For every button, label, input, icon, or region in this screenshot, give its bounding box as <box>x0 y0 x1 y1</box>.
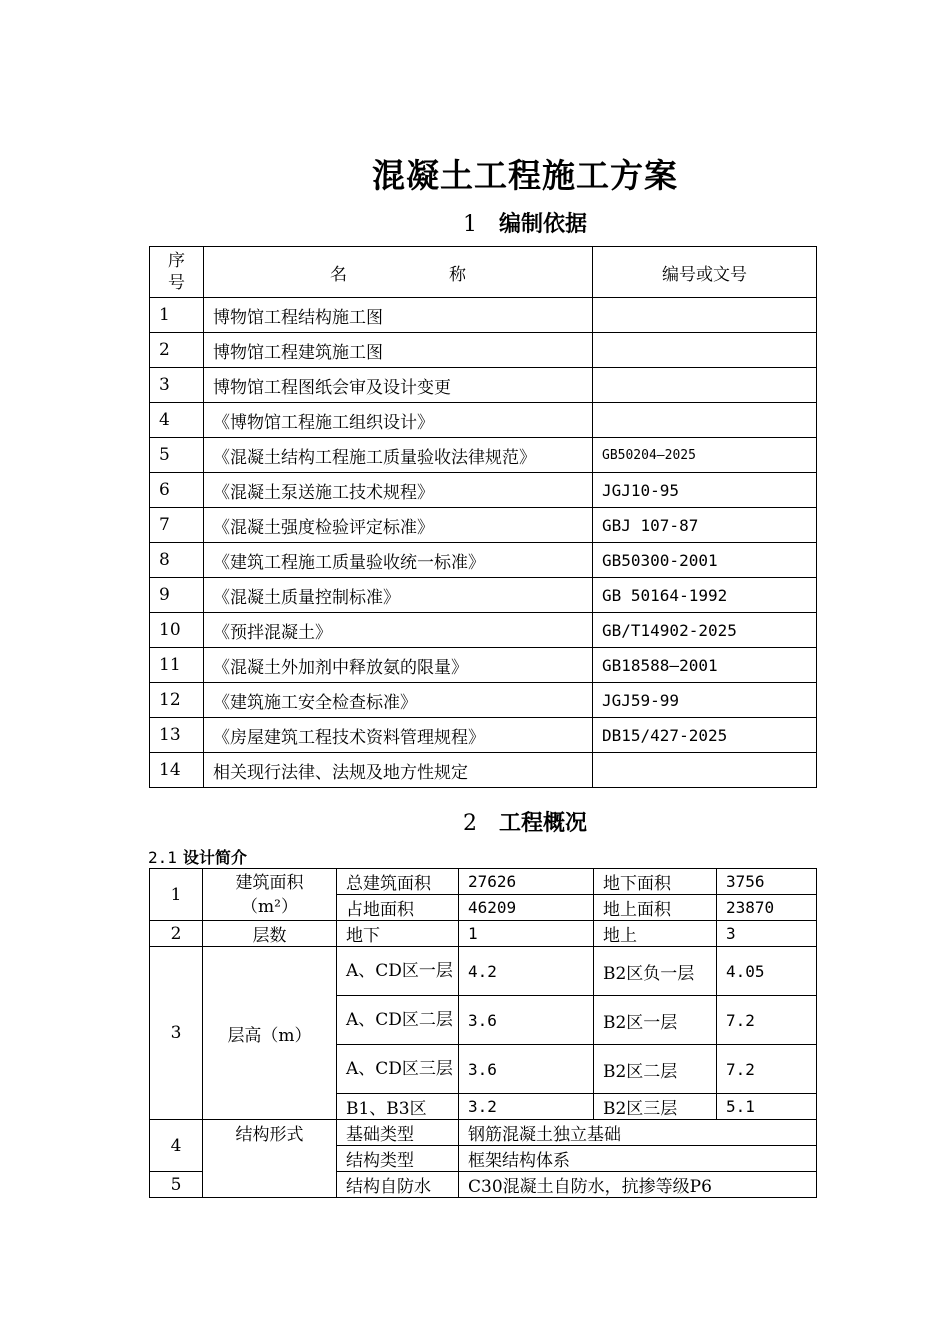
cell-value: 钢筋混凝土独立基础 <box>459 1120 817 1146</box>
document-code <box>593 368 817 403</box>
table-row <box>150 543 817 578</box>
section-1-title: 编制依据 <box>498 211 587 237</box>
cell-label: A、CD区二层 <box>337 996 459 1045</box>
document-code: GB/T14902-2025 <box>593 613 817 648</box>
table-row <box>150 869 817 895</box>
table-row <box>150 753 817 788</box>
row-number: 6 <box>150 473 204 508</box>
table-row <box>150 298 817 333</box>
cell-label: B2区二层 <box>594 1045 717 1094</box>
row-1-no: 1 <box>150 869 203 921</box>
header-seq: 序 号 <box>150 247 204 298</box>
cell-value: 7.2 <box>717 1045 817 1094</box>
basis-table <box>149 246 817 788</box>
section-2-number: 2 <box>462 811 477 836</box>
row-4-no: 4 <box>150 1120 203 1172</box>
table-row <box>150 613 817 648</box>
document-name: 博物馆工程图纸会审及设计变更 <box>204 368 593 403</box>
cell-value: 3.6 <box>459 1045 594 1094</box>
row-number: 14 <box>150 753 204 788</box>
table-row <box>150 333 817 368</box>
cell-value: 3 <box>717 921 817 947</box>
table-row <box>150 947 817 996</box>
section-2-title: 工程概况 <box>498 810 587 836</box>
row-number: 9 <box>150 578 204 613</box>
cell-value: 1 <box>459 921 594 947</box>
cell-label: 地下 <box>337 921 459 947</box>
floors-label: 层数 <box>203 921 337 947</box>
document-name: 《混凝土泵送施工技术规程》 <box>204 473 593 508</box>
document-code: GBJ 107-87 <box>593 508 817 543</box>
cell-label: B2区三层 <box>594 1094 717 1120</box>
document-title: 混凝土工程施工方案 <box>372 156 678 195</box>
cell-value: 7.2 <box>717 996 817 1045</box>
cell-label: A、CD区三层 <box>337 1045 459 1094</box>
table-row <box>150 438 817 473</box>
table-row <box>150 473 817 508</box>
row-number: 1 <box>150 298 204 333</box>
cell-value: 4.05 <box>717 947 817 996</box>
row-3-no: 3 <box>150 947 203 1120</box>
document-code <box>593 403 817 438</box>
cell-value: 4.2 <box>459 947 594 996</box>
document-code: GB18588—2001 <box>593 648 817 683</box>
row-number: 8 <box>150 543 204 578</box>
cell-value: 23870 <box>717 895 817 921</box>
table-row <box>150 921 817 947</box>
section-2-heading <box>0 806 950 837</box>
cell-value: 27626 <box>459 869 594 895</box>
table-row <box>150 648 817 683</box>
header-code: 编号或文号 <box>593 247 817 298</box>
cell-value: 3756 <box>717 869 817 895</box>
cell-label: 基础类型 <box>337 1120 459 1146</box>
height-label: 层高（m） <box>203 947 337 1120</box>
row-5-no: 5 <box>150 1172 203 1198</box>
cell-label: 地上面积 <box>594 895 717 921</box>
cell-value: 46209 <box>459 895 594 921</box>
structure-label: 结构形式 <box>203 1120 337 1198</box>
document-code <box>593 298 817 333</box>
cell-value: 3.6 <box>459 996 594 1045</box>
cell-label: 结构类型 <box>337 1146 459 1172</box>
section-1-number: 1 <box>462 212 477 237</box>
table-row <box>150 368 817 403</box>
area-label: 建筑面积 （m²） <box>203 869 337 921</box>
cell-label: 占地面积 <box>337 895 459 921</box>
cell-label: B2区负一层 <box>594 947 717 996</box>
cell-label: B1、B3区 <box>337 1094 459 1120</box>
cell-label: 地上 <box>594 921 717 947</box>
row-2-no: 2 <box>150 921 203 947</box>
row-number: 11 <box>150 648 204 683</box>
design-summary-table <box>149 868 817 1198</box>
basis-table-header <box>150 247 817 298</box>
cell-label: A、CD区一层 <box>337 947 459 996</box>
document-code: GB 50164-1992 <box>593 578 817 613</box>
cell-value: 3.2 <box>459 1094 594 1120</box>
document-name: 相关现行法律、法规及地方性规定 <box>204 753 593 788</box>
cell-label: 地下面积 <box>594 869 717 895</box>
document-name: 《混凝土结构工程施工质量验收法律规范》 <box>204 438 593 473</box>
subsection-2-1-title: 设计简介 <box>182 848 247 867</box>
table-row <box>150 683 817 718</box>
document-code: DB15/427-2025 <box>593 718 817 753</box>
document-name: 《混凝土强度检验评定标准》 <box>204 508 593 543</box>
document-code <box>593 333 817 368</box>
row-number: 4 <box>150 403 204 438</box>
document-name: 《建筑施工安全检查标准》 <box>204 683 593 718</box>
cell-value: 框架结构体系 <box>459 1146 817 1172</box>
document-name: 博物馆工程结构施工图 <box>204 298 593 333</box>
cell-value: C30混凝土自防水，抗掺等级P6 <box>459 1172 817 1198</box>
cell-label: B2区一层 <box>594 996 717 1045</box>
document-name: 《房屋建筑工程技术资料管理规程》 <box>204 718 593 753</box>
document-code: GB50204—2025 <box>593 438 817 473</box>
document-name: 《混凝土质量控制标准》 <box>204 578 593 613</box>
document-name: 《建筑工程施工质量验收统一标准》 <box>204 543 593 578</box>
header-name: 名 称 <box>204 247 593 298</box>
table-row <box>150 508 817 543</box>
document-code <box>593 753 817 788</box>
document-code: GB50300-2001 <box>593 543 817 578</box>
cell-label: 总建筑面积 <box>337 869 459 895</box>
document-name: 《混凝土外加剂中释放氨的限量》 <box>204 648 593 683</box>
subsection-2-1-heading <box>148 845 247 868</box>
section-1-heading <box>0 207 950 238</box>
row-number: 5 <box>150 438 204 473</box>
document-name: 博物馆工程建筑施工图 <box>204 333 593 368</box>
row-number: 10 <box>150 613 204 648</box>
table-row <box>150 718 817 753</box>
row-number: 3 <box>150 368 204 403</box>
document-name: 《博物馆工程施工组织设计》 <box>204 403 593 438</box>
table-row <box>150 578 817 613</box>
document-code: JGJ59-99 <box>593 683 817 718</box>
document-name: 《预拌混凝土》 <box>204 613 593 648</box>
row-number: 7 <box>150 508 204 543</box>
row-number: 2 <box>150 333 204 368</box>
cell-value: 5.1 <box>717 1094 817 1120</box>
table-row <box>150 1120 817 1146</box>
row-number: 13 <box>150 718 204 753</box>
subsection-2-1-number: 2.1 <box>148 848 177 867</box>
document-code: JGJ10-95 <box>593 473 817 508</box>
cell-label: 结构自防水 <box>337 1172 459 1198</box>
table-row <box>150 403 817 438</box>
row-number: 12 <box>150 683 204 718</box>
